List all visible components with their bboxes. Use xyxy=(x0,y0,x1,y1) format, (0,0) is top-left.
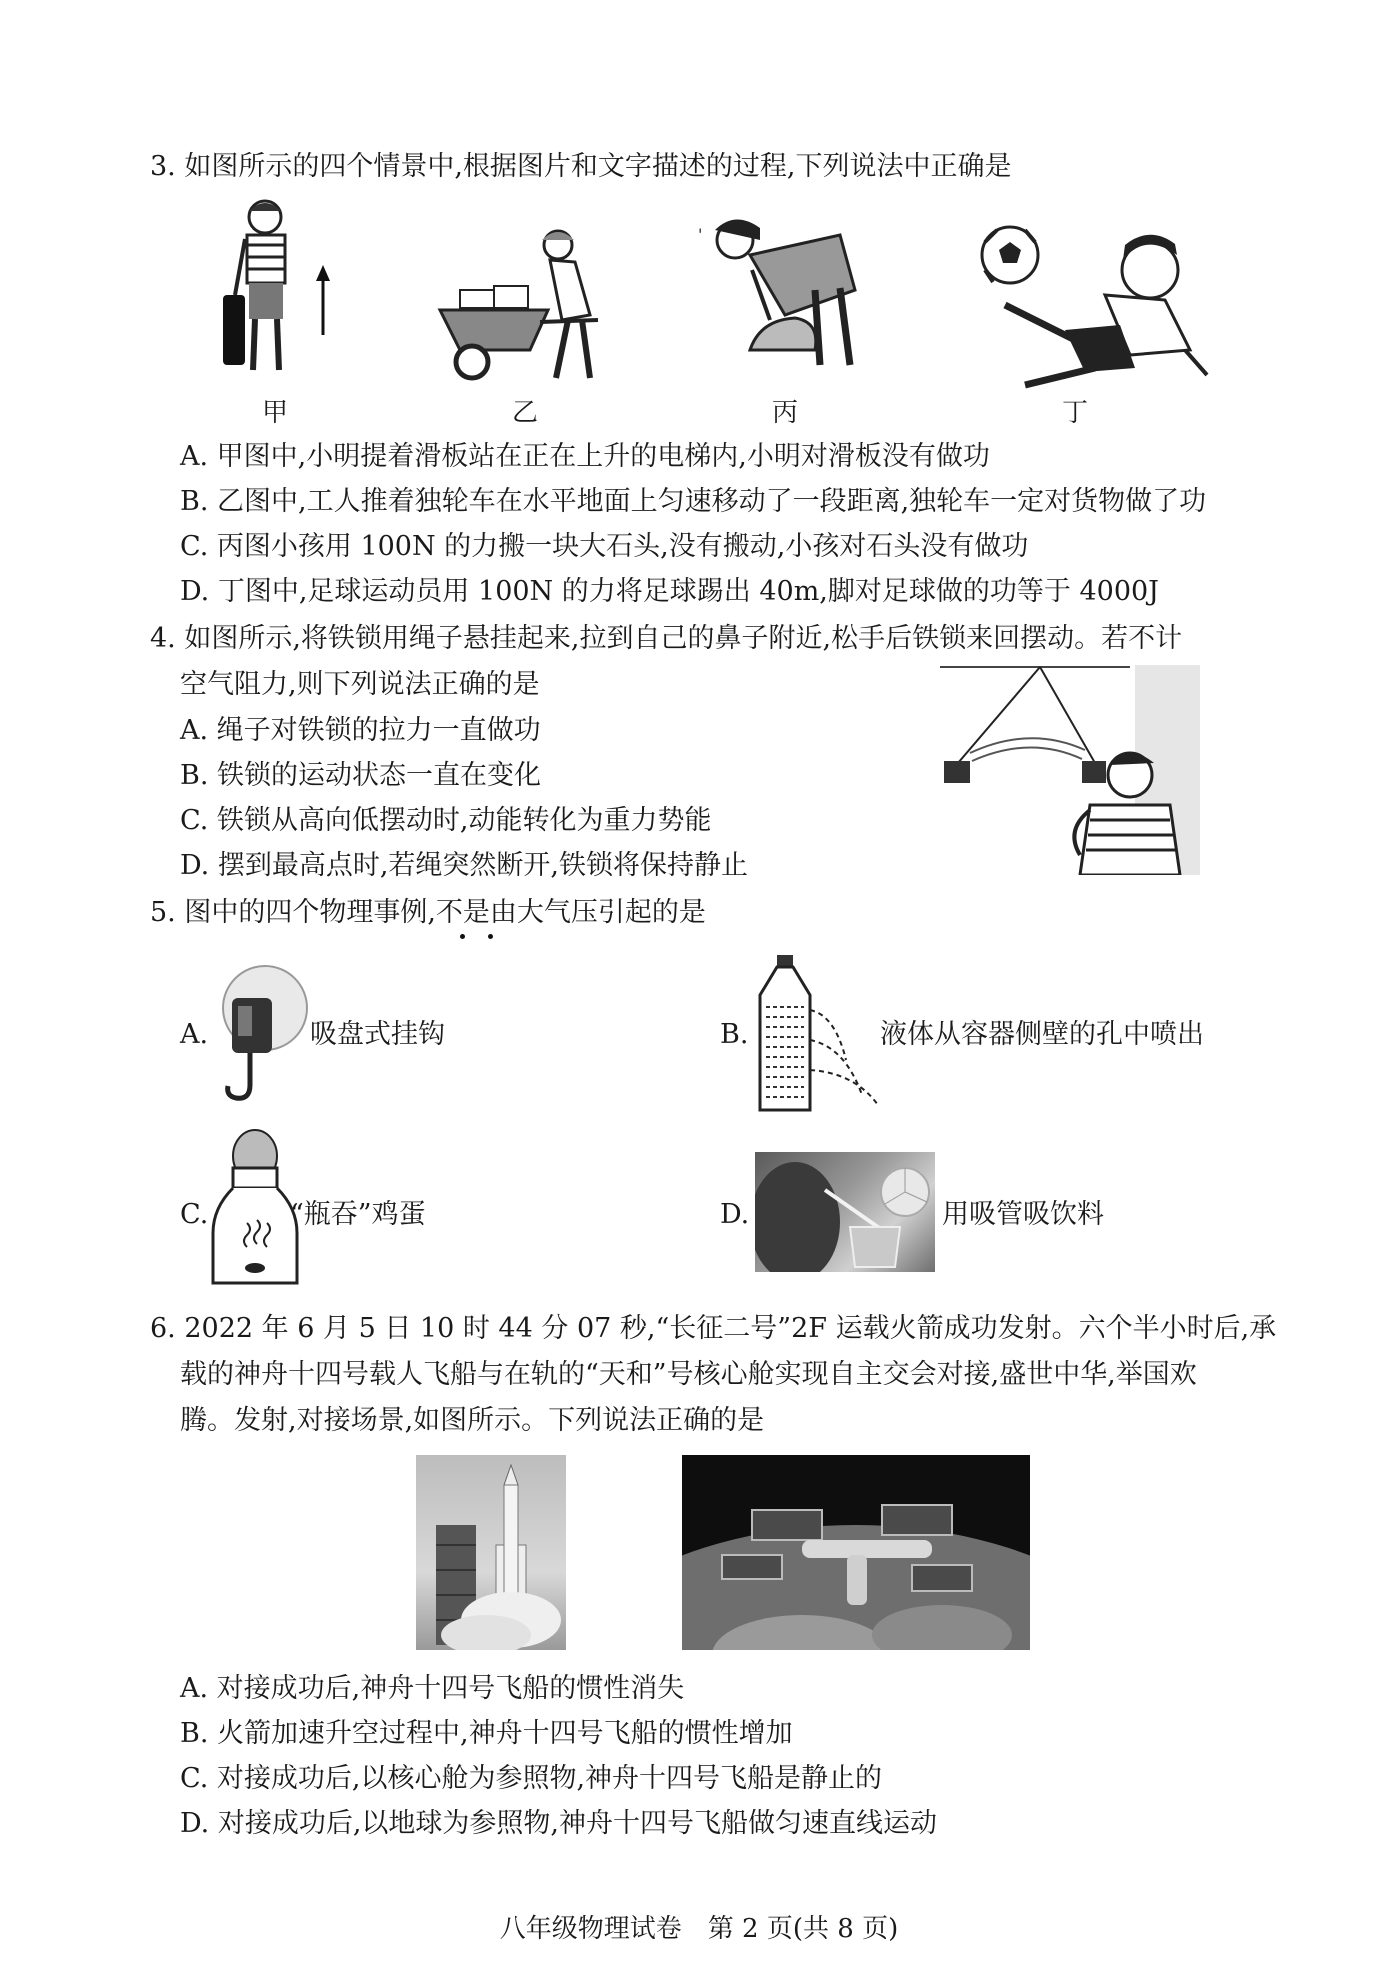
q5-letter-d: D. xyxy=(720,1199,750,1230)
emphasis-dot xyxy=(488,934,493,939)
q3-option-a: A. 甲图中,小明提着滑板站在正在上升的电梯内,小明对滑板没有做功 xyxy=(180,441,990,472)
q6-stem-line3: 腾。发射,对接场景,如图所示。下列说法正确的是 xyxy=(180,1405,765,1436)
page-footer: 八年级物理试卷 第 2 页(共 8 页) xyxy=(499,1914,899,1944)
q6-option-b: B. 火箭加速升空过程中,神舟十四号飞船的惯性增加 xyxy=(180,1718,793,1749)
q5-letter-b: B. xyxy=(720,1019,749,1050)
straw-drink-photo xyxy=(755,1152,935,1272)
child-lifting-rock-figure xyxy=(690,210,865,385)
q5-letter-a: A. xyxy=(180,1019,209,1050)
q5-text-b: 液体从容器侧壁的孔中喷出 xyxy=(880,1019,1204,1050)
q6-option-c: C. 对接成功后,以核心舱为参照物,神舟十四号飞船是静止的 xyxy=(180,1763,883,1794)
svg-text:': ' xyxy=(698,225,703,244)
q4-option-d: D. 摆到最高点时,若绳突然断开,铁锁将保持静止 xyxy=(180,850,749,881)
q5-letter-c: C. xyxy=(180,1199,209,1230)
worker-wheelbarrow-figure xyxy=(430,210,610,390)
q4-stem-line2: 空气阻力,则下列说法正确的是 xyxy=(180,669,540,700)
bottle-leaking-figure xyxy=(750,955,890,1115)
pendulum-lock-figure xyxy=(930,665,1200,875)
q5-text-a: 吸盘式挂钩 xyxy=(310,1019,445,1050)
q6-stem-line1: 6. 2022 年 6 月 5 日 10 时 44 分 07 秒,“长征二号”2F 运载火箭成功发射。六个半小时后,承 xyxy=(150,1313,1277,1344)
emphasis-dot xyxy=(460,934,465,939)
q6-stem-line2: 载的神舟十四号载人飞船与在轨的“天和”号核心舱实现自主交会对接,盛世中华,举国欢 xyxy=(180,1359,1197,1390)
suction-hook-figure xyxy=(210,960,310,1110)
q4-option-a: A. 绳子对铁锁的拉力一直做功 xyxy=(180,715,541,746)
caption-yi: 乙 xyxy=(511,398,538,428)
q6-option-d: D. 对接成功后,以地球为参照物,神舟十四号飞船做匀速直线运动 xyxy=(180,1808,938,1839)
q4-option-c: C. 铁锁从高向低摆动时,动能转化为重力势能 xyxy=(180,805,712,836)
q6-option-a: A. 对接成功后,神舟十四号飞船的惯性消失 xyxy=(180,1673,685,1704)
q5-text-c: “瓶吞”鸡蛋 xyxy=(290,1199,426,1230)
soccer-kick-figure xyxy=(945,200,1215,395)
caption-jia: 甲 xyxy=(261,398,288,428)
caption-bing: 丙 xyxy=(771,398,798,428)
rocket-launch-photo xyxy=(416,1455,566,1650)
q5-text-d: 用吸管吸饮料 xyxy=(942,1199,1104,1230)
q3-stem: 3. 如图所示的四个情景中,根据图片和文字描述的过程,下列说法中正确是 xyxy=(150,151,1012,182)
q4-option-b: B. 铁锁的运动状态一直在变化 xyxy=(180,760,542,791)
q3-option-d: D. 丁图中,足球运动员用 100N 的力将足球踢出 40m,脚对足球做的功等于 4000J xyxy=(180,576,1159,607)
caption-ding: 丁 xyxy=(1061,398,1088,428)
q5-stem: 5. 图中的四个物理事例,不是由大气压引起的是 xyxy=(150,897,706,928)
boy-elevator-figure xyxy=(205,195,345,385)
q3-option-b: B. 乙图中,工人推着独轮车在水平地面上匀速移动了一段距离,独轮车一定对货物做了功 xyxy=(180,486,1207,517)
space-station-photo xyxy=(682,1455,1030,1650)
q3-option-c: C. 丙图小孩用 100N 的力搬一块大石头,没有搬动,小孩对石头没有做功 xyxy=(180,531,1029,562)
q4-stem-line1: 4. 如图所示,将铁锁用绳子悬挂起来,拉到自己的鼻子附近,松手后铁锁来回摆动。若不计 xyxy=(150,623,1183,654)
